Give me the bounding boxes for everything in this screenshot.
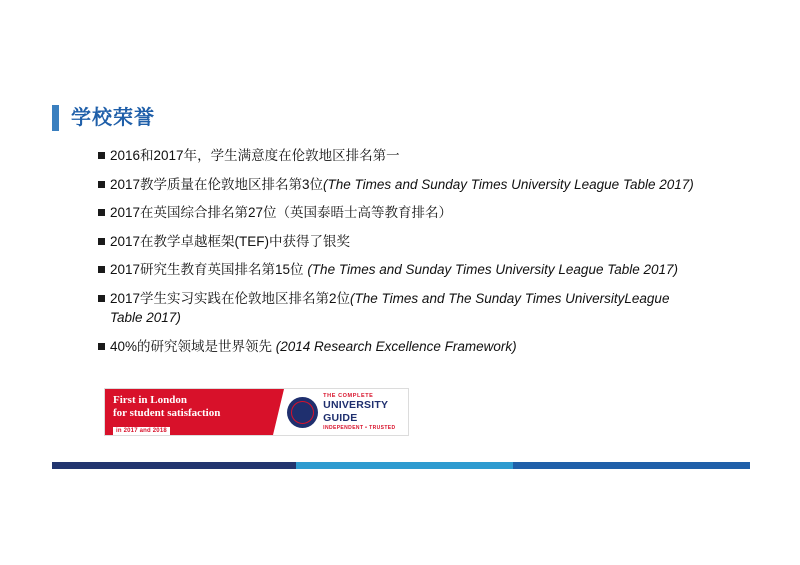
footer-bar xyxy=(52,462,750,469)
list-item xyxy=(98,289,698,328)
list-item-text: 2017研究生教育英国排名第15位 (The Times and Sunday Times University League Table 2017) xyxy=(110,262,679,278)
square-bullet-icon xyxy=(98,238,105,245)
page-title: 学校荣誉 xyxy=(71,107,155,129)
list-item-text: 2017学生实习实践在伦敦地区排名第2位(The Times and The Sunday Times UniversityLeague Table 2017) xyxy=(110,290,670,326)
award-banner-red-panel xyxy=(105,389,273,435)
university-guide-badge-icon xyxy=(287,397,318,428)
list-item xyxy=(98,260,698,280)
list-item xyxy=(98,203,698,223)
list-item-text: 2017在教学卓越框架(TEF)中获得了银奖 xyxy=(110,233,351,249)
award-subline: in 2017 and 2018 xyxy=(113,427,170,435)
award-logo-text xyxy=(323,393,408,430)
slide-title xyxy=(52,105,155,131)
award-logo-top: THE COMPLETE xyxy=(323,393,374,400)
title-accent-bar xyxy=(52,105,59,131)
list-item xyxy=(98,146,698,166)
footer-segment-navy xyxy=(52,462,296,469)
award-banner-image xyxy=(104,388,409,436)
bullet-list xyxy=(98,146,698,366)
list-item xyxy=(98,232,698,252)
award-logo-sub: INDEPENDENT • TRUSTED xyxy=(323,424,396,431)
square-bullet-icon xyxy=(98,152,105,159)
list-item xyxy=(98,337,698,357)
list-item-text: 2016和2017年，学生满意度在伦敦地区排名第一 xyxy=(110,148,400,163)
award-banner-logo xyxy=(273,389,408,435)
list-item-text: 2017教学质量在伦敦地区排名第3位(The Times and Sunday Times University League Table 2017) xyxy=(110,176,694,192)
square-bullet-icon xyxy=(98,266,105,273)
list-item-text: 40%的研究领域是世界领先 (2014 Research Excellence Framework) xyxy=(110,338,517,354)
square-bullet-icon xyxy=(98,181,105,188)
square-bullet-icon xyxy=(98,343,105,350)
footer-segment-cyan xyxy=(296,462,512,469)
award-logo-main: UNIVERSITY GUIDE xyxy=(323,399,388,424)
square-bullet-icon xyxy=(98,295,105,302)
list-item-text: 2017在英国综合排名第27位（英国泰晤士高等教育排名） xyxy=(110,205,453,221)
square-bullet-icon xyxy=(98,209,105,216)
award-headline-line2: for student satisfaction xyxy=(113,406,221,419)
footer-segment-blue xyxy=(513,462,750,469)
award-headline-line1: First in London xyxy=(113,394,187,406)
list-item xyxy=(98,175,698,195)
